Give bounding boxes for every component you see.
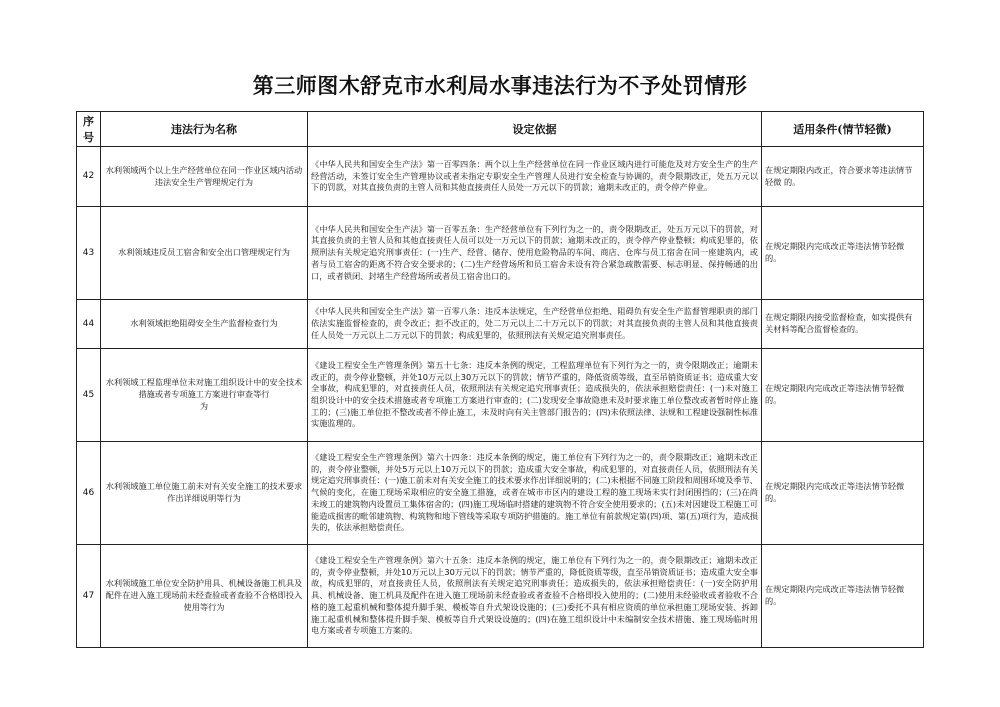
legal-basis: 《建设工程安全生产管理条例》第六十四条：违反本条例的规定，施工单位有下列行为之一的，责令限期改正；逾期未改正的，责令停业整顿，并处5万元以上10万元以下的罚款；造成重大安全事故，构成犯罪的，对直接责任人员，依照刑法有关规定追究刑事责任：(一)施工前未对有关安全施工的技术要求作出详细说明的；(二)未根据不同施工阶段和周围环境及季节、气候的变化，在施工现场采取相应的安全施工措施，或者在城市市区内的建设工程的施工现场未实行封闭围挡的；(三)在尚未竣工的建筑物内设置员工集体宿舍的；(四)施工现场临时搭建的建筑物不符合安全使用要求的；(五)未对因建设工程施工可能造成损害的毗邻建筑物、构筑物和地下管线等采取专项防护措施的。施工单位有前款规定第(四)项、第(五)项行为，造成损失的，依法承担赔偿责任。 bbox=[308, 442, 762, 545]
row-number: 46 bbox=[77, 442, 101, 545]
violation-name: 水利领域违反员工宿舍和安全出口管理规定行为 bbox=[101, 207, 308, 300]
applicable-condition: 在规定期限内完成改正等违法情节轻微的。 bbox=[762, 207, 924, 300]
table-header-row bbox=[77, 112, 924, 147]
row-number: 42 bbox=[77, 147, 101, 207]
row-number: 45 bbox=[77, 349, 101, 442]
row-number: 43 bbox=[77, 207, 101, 300]
table-row bbox=[77, 545, 924, 648]
table-row bbox=[77, 207, 924, 300]
table-row bbox=[77, 442, 924, 545]
row-number: 47 bbox=[77, 545, 101, 648]
violation-name: 水利领域两个以上生产经营单位在同一作业区域内活动违法安全生产管理规定行为 bbox=[101, 147, 308, 207]
legal-basis: 《建设工程安全生产管理条例》第五十七条：违反本条例的规定，工程监理单位有下列行为之一的，责令限期改正；逾期未改正的，责令停业整顿，并处10万元以上30万元以下的罚款；情节严重的，降低资质等级，直至吊销资质证书；造成重大安全事故，构成犯罪的，对直接责任人员，依照刑法有关规定追究刑事责任；造成损失的，依法承担赔偿责任：(一)未对施工组织设计中的安全技术措施或者专项施工方案进行审查的；(二)发现安全事故隐患未及时要求施工单位整改或者暂时停止施工的；(三)施工单位拒不整改或者不停止施工，未及时向有关主管部门报告的；(四)未依照法律、法规和工程建设强制性标准实施监理的。 bbox=[308, 349, 762, 442]
table-row bbox=[77, 300, 924, 349]
penalty-table bbox=[76, 111, 924, 648]
legal-basis: 《建设工程安全生产管理条例》第六十五条：违反本条例的规定，施工单位有下列行为之一的，责令限期改正；逾期未改正的，责令停业整顿，并处10万元以上30万元以下的罚款；情节严重的，降低资质等级，直至吊销资质证书；造成重大安全事故，构成犯罪的，对直接责任人员，依照刑法有关规定追究刑事责任；造成损失的，依法承担赔偿责任：(一)安全防护用具、机械设备、施工机具及配件在进入施工现场前未经查验或者查验不合格即投入使用的；(二)使用未经验收或者验收不合格的施工起重机械和整体提升脚手架、模板等自升式架设设施的；(三)委托不具有相应资质的单位承担施工现场安装、拆卸施工起重机械和整体提升脚手架、模板等自升式架设设施的；(四)在施工组织设计中未编制安全技术措施、施工现场临时用电方案或者专项施工方案的。 bbox=[308, 545, 762, 648]
table-row bbox=[77, 349, 924, 442]
header-no: 序号 bbox=[77, 112, 101, 147]
table-row bbox=[77, 147, 924, 207]
applicable-condition: 在规定期限内完成改正等违法情节轻微的。 bbox=[762, 349, 924, 442]
violation-name: 水利领域工程监理单位未对施工组织设计中的安全技术措施或者专项施工方案进行审查等行 为 bbox=[101, 349, 308, 442]
violation-name: 水利领域拒绝阻碍安全生产监督检查行为 bbox=[101, 300, 308, 349]
header-name: 违法行为名称 bbox=[101, 112, 308, 147]
applicable-condition: 在规定期限内接受监督检查，如实提供有关材料等配合监督检查的。 bbox=[762, 300, 924, 349]
violation-name: 水利领域施工单位安全防护用具、机械设备施工机具及配件在进入施工现场前未经查验或者查验不合格即投入使用等行为 bbox=[101, 545, 308, 648]
applicable-condition: 在规定期限内完成改正等违法情节轻微的。 bbox=[762, 442, 924, 545]
row-number: 44 bbox=[77, 300, 101, 349]
applicable-condition: 在规定期限内改正，符合要求等违法情节轻微 的。 bbox=[762, 147, 924, 207]
violation-name: 水利领域施工单位施工前未对有关安全施工的技术要求作出详细说明等行为 bbox=[101, 442, 308, 545]
header-basis: 设定依据 bbox=[308, 112, 762, 147]
page-title: 第三师图木舒克市水利局水事违法行为不予处罚情形 bbox=[252, 73, 748, 98]
legal-basis: 《中华人民共和国安全生产法》第一百零八条：违反本法规定，生产经营单位拒绝、阻碍负有安全生产监督管理职责的部门依法实施监督检查的，责令改正；拒不改正的，处二万元以上二十万元以下的罚款；对其直接负责的主管人员和其他直接责任人员处一万元以上二万元以下的罚款；构成犯罪的，依照刑法有关规定追究刑事责任。 bbox=[308, 300, 762, 349]
legal-basis: 《中华人民共和国安全生产法》第一百零四条：两个以上生产经营单位在同一作业区域内进行可能危及对方安全生产的生产经营活动，未签订安全生产管理协议或者未指定专职安全生产管理人员进行安全检查与协调的，责令限期改正，处五万元以下的罚款，对其直接负责的主管人员和其他直接责任人员处一万元以下的罚款；逾期未改正的，责令停产停业。 bbox=[308, 147, 762, 207]
applicable-condition: 在规定期限内完成改正等违法情节轻微的。 bbox=[762, 545, 924, 648]
header-condition: 适用条件(情节轻微) bbox=[762, 112, 924, 147]
legal-basis: 《中华人民共和国安全生产法》第一百零五条：生产经营单位有下列行为之一的，责令限期改正，处五万元以下的罚款，对其直接负责的主管人员和其他直接责任人员可以处一万元以下的罚款；逾期未改正的，责令停产停业整顿；构成犯罪的，依照刑法有关规定追究刑事责任：(一)生产、经营、储存、使用危险物品的车间、商店、仓库与员工宿舍在同一座建筑内，或者与员工宿舍的距离不符合安全要求的；(二)生产经营场所和员工宿舍未设有符合紧急疏散需要、标志明显、保持畅通的出口，或者锁闭、封堵生产经营场所或者员工宿舍出口的。 bbox=[308, 207, 762, 300]
